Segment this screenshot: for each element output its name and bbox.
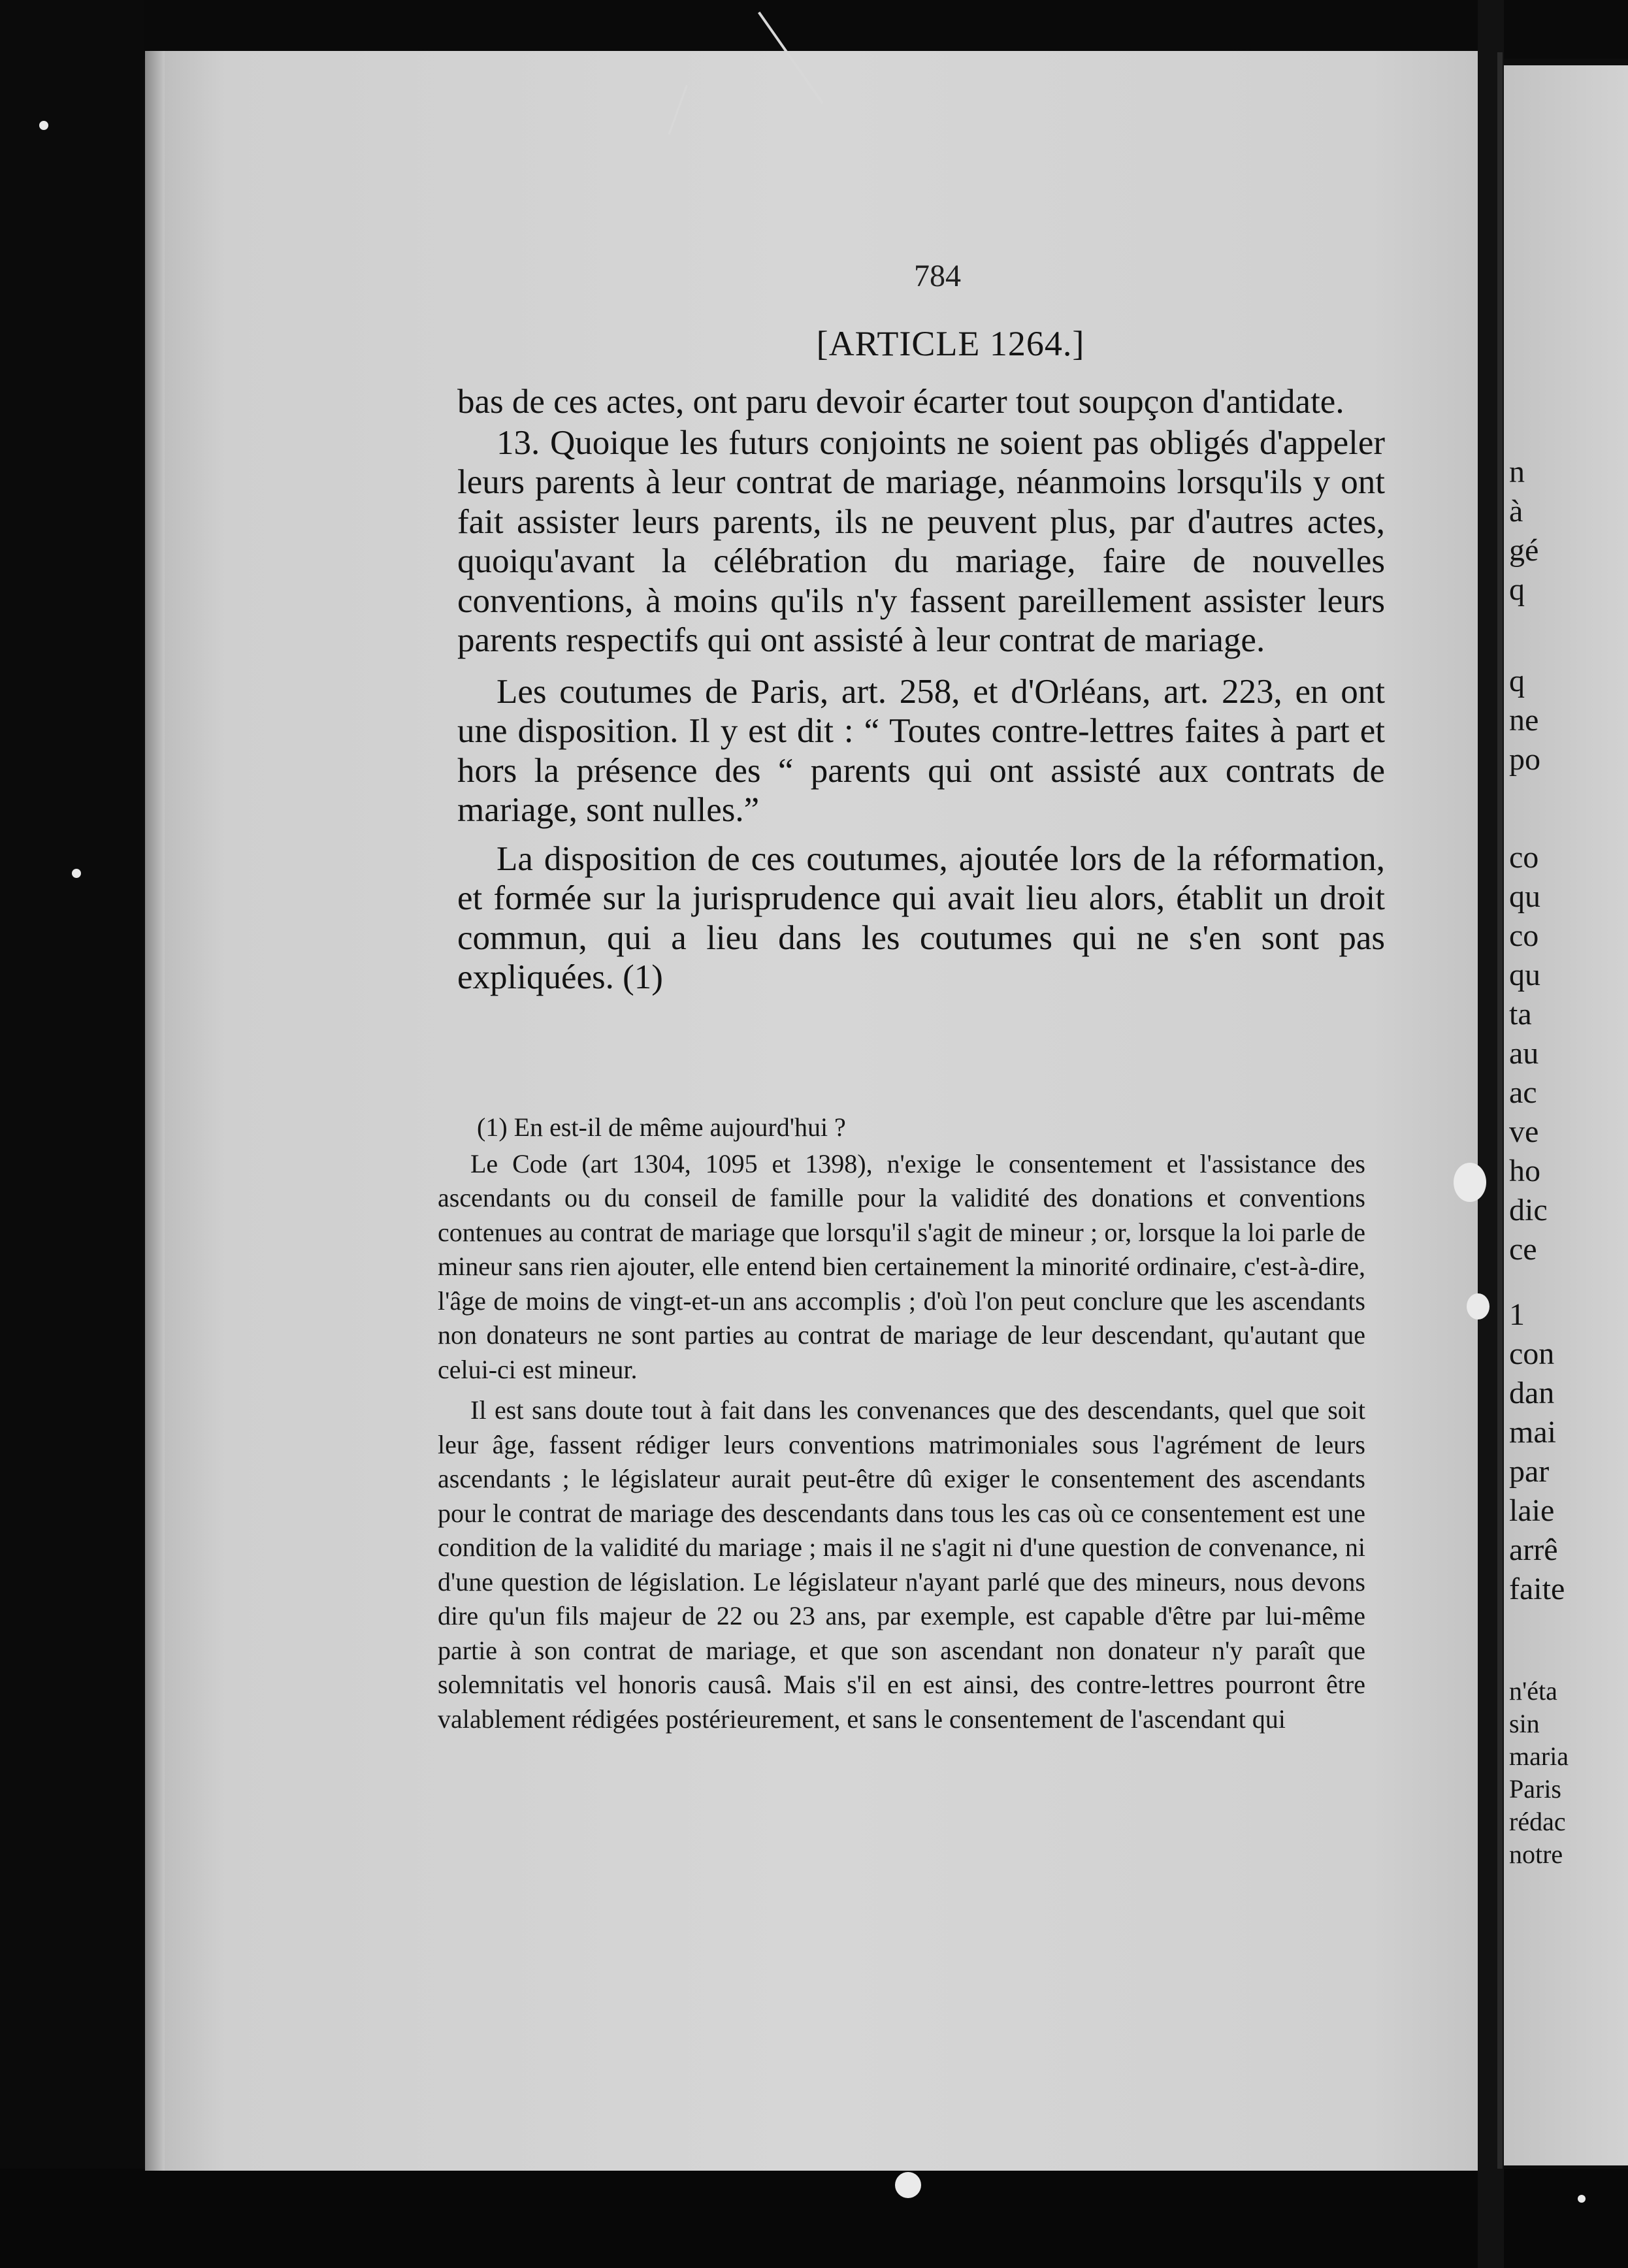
main-text [457,382,1385,997]
adjacent-line: mai [1509,1415,1556,1450]
article-header: [ARTICLE 1264.] [816,324,1085,363]
adjacent-line: ne [1509,703,1539,737]
dust-speck [1578,2195,1586,2203]
adjacent-note-line: rédac [1509,1807,1566,1836]
adjacent-line: con [1509,1336,1555,1371]
adjacent-line: dic [1509,1193,1548,1227]
adjacent-line: ac [1509,1075,1537,1110]
paragraph-13: 13. Quoique les futurs conjoints ne soient pas obligés d'appeler leurs parents à leur contrat de mariage, néanmoins lorsqu'ils y ont fait assister leurs parents, ils ne peuvent plus, par d'autres actes, quoiqu'avant la célébration du mariage, faire de nouvelles conventions, à moins qu'ils n'y fassent pareillement assister leurs parents respectifs qui ont assisté à leur contrat de mariage. [457,423,1385,659]
adjacent-note-line: sin [1509,1709,1540,1738]
scan-border-bottom [0,2169,1628,2268]
adjacent-line: co [1509,918,1539,953]
footnote-heading: (1) En est-il de même aujourd'hui ? [477,1112,846,1142]
adjacent-line: qu [1509,958,1540,992]
footnote-paragraph: Il est sans doute tout à fait dans les convenances que des descendants, quel que soit leur âge, fassent rédiger leurs conventions matrimoniales sous l'agrément de leurs ascendants ; le législateur aurait peut-être dû exiger le consentement des ascendants pour le contrat de mariage des descendants dans tous les cas où ce consentement est une condition de la validité du mariage ; mais il ne s'agit ni d'une question de convenance, ni d'une question de législation. Le législateur n'ayant parlé que des mineurs, nous devons dire qu'un fils majeur de 22 ou 23 ans, par exemple, est capable d'être par lui-même partie à son contrat de mariage, et que son ascendant non donateur n'y paraît que solemnitatis vel honoris causâ. Mais s'il en est ainsi, des contre-lettres pourront être valablement rédigées postérieurement, et sans le consentement de l'ascendant qui [438,1395,1365,1734]
adjacent-line: au [1509,1036,1539,1071]
footnote-block [438,1110,1365,1736]
adjacent-line: ve [1509,1114,1539,1149]
adjacent-note-line: n'éta [1509,1676,1557,1706]
adjacent-note-line: Paris [1509,1774,1561,1804]
adjacent-line: dan [1509,1376,1555,1410]
adjacent-line: laie [1509,1493,1555,1528]
adjacent-line: ho [1509,1154,1540,1188]
adjacent-line: q [1509,572,1525,607]
dust-speck [1467,1293,1490,1320]
scan-border-top [0,0,1628,59]
adjacent-note-line: notre [1509,1839,1563,1869]
page-number: 784 [914,259,961,293]
dust-speck [895,2172,921,2198]
adjacent-line: qu [1509,879,1540,914]
paragraph-disposition: La disposition de ces coutumes, ajoutée lors de la réformation, et formée sur la jurisprudence qui avait lieu alors, établit un droit commun, qui a lieu dans les coutumes qui ne s'en sont pas expliquées. (1) [457,839,1385,996]
adjacent-line: faite [1509,1572,1565,1606]
gutter-line [1497,52,1503,2169]
paragraph-continuation: bas de ces actes, ont paru devoir écarter tout soupçon d'antidate. [457,383,1344,421]
adjacent-note-line: maria [1509,1742,1569,1771]
adjacent-line: ce [1509,1232,1537,1267]
scan-border-left [0,0,144,2268]
adjacent-line: gé [1509,533,1539,568]
adjacent-line: n [1509,455,1525,489]
paragraph-coutumes: Les coutumes de Paris, art. 258, et d'Orléans, art. 223, en ont une disposition. Il y est dit : “ Toutes contre-lettres faites à part et hors la présence des “ parents qui ont assisté aux contrats de mariage, sont nulles.” [457,672,1385,829]
footnote-paragraph: Le Code (art 1304, 1095 et 1398), n'exige le consentement et l'assistance des ascendants ou du conseil de famille pour la validité des donations et conventions contenues au contrat de mariage que lorsqu'il s'agit de mineur ; or, lorsque la loi parle de mineur sans rien ajouter, elle entend bien certainement la minorité ordinaire, c'est-à-dire, l'âge de moins de vingt-et-un ans accomplis ; d'où l'on peut conclure que les ascendants non donateurs ne sont parties au contrat de mariage de leur descendant, qu'autant que celui-ci est mineur. [438,1148,1365,1384]
adjacent-page-fragment [1504,65,1628,2165]
page-edge-shadow [145,51,165,2171]
adjacent-line: co [1509,840,1539,875]
dust-speck [1454,1163,1486,1202]
adjacent-line: po [1509,742,1540,777]
adjacent-line: 1 [1509,1297,1525,1332]
dust-speck [39,121,48,130]
adjacent-line: arrê [1509,1532,1558,1567]
adjacent-line: par [1509,1454,1550,1489]
adjacent-line: q [1509,664,1525,698]
dust-speck [72,869,81,878]
adjacent-line: ta [1509,997,1532,1031]
adjacent-line: à [1509,494,1523,528]
